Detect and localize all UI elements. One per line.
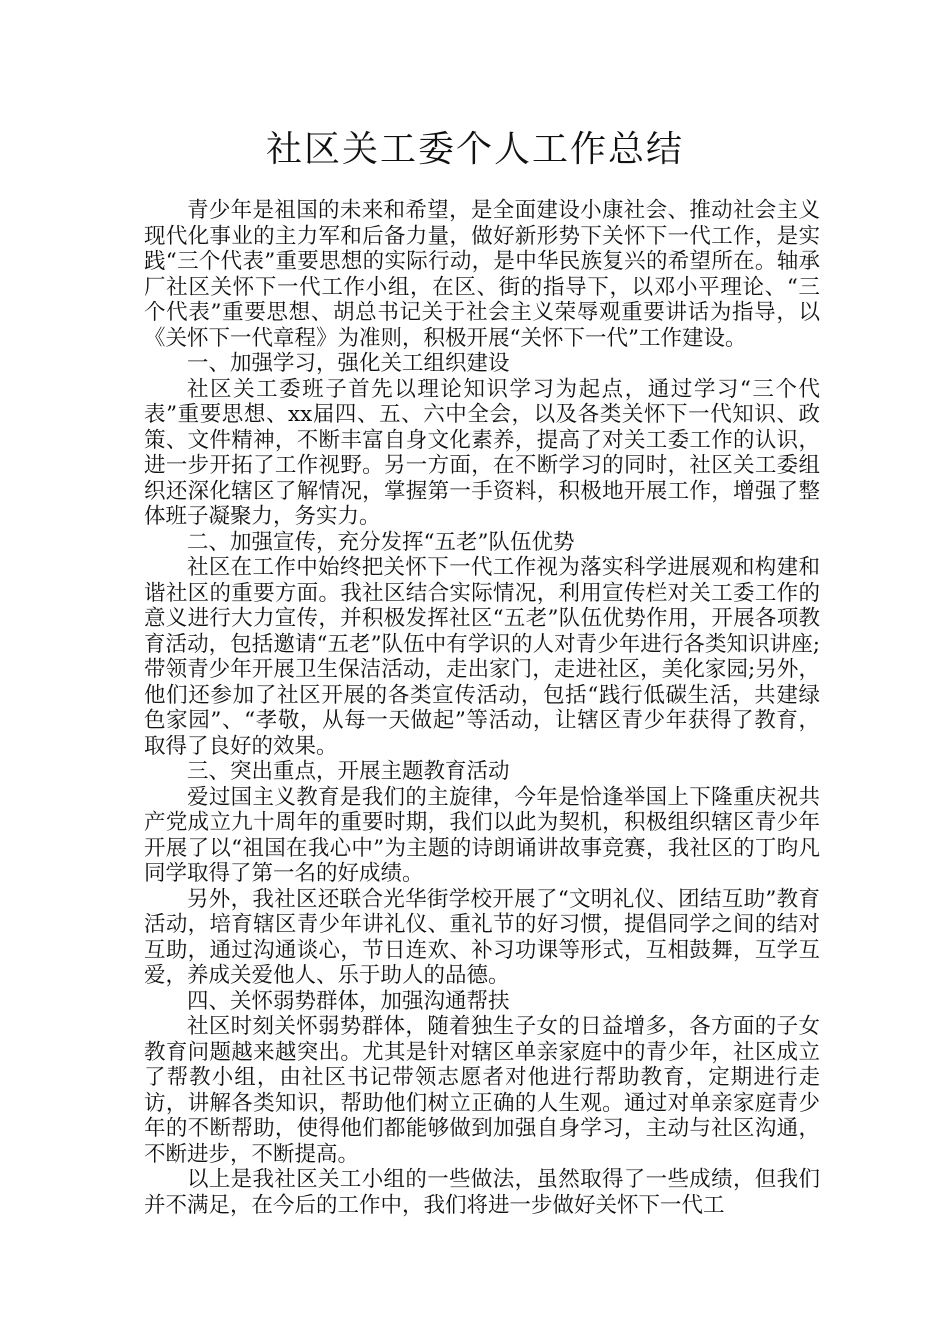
document-title: 社区关工委个人工作总结 xyxy=(265,129,684,170)
paragraph-study: 社区关工委班子首先以理论知识学习为起点，通过学习“三个代表”重要思想、xx届四、五、六中全会，以及各类关怀下一代知识、政策、文件精神，不断丰富自身文化素养，提高了对关工委工作的认识，进一步开拓了工作视野。另一方面，在不断学习的同时，社区关工委组织还深化辖区了解情况，掌握第一手资料，积极地开展工作，增强了整体班子凝聚力，务实力。 xyxy=(144,376,820,529)
section-heading-2: 二、加强宣传，充分发挥“五老”队伍优势 xyxy=(187,529,575,555)
section-heading-1: 一、加强学习，强化关工组织建设 xyxy=(187,351,510,376)
section-heading-4: 四、关怀弱势群体，加强沟通帮扶 xyxy=(187,988,510,1014)
paragraph-publicity: 社区在工作中始终把关怀下一代工作视为落实科学进展观和构建和谐社区的重要方面。我社区结合实际情况，利用宣传栏对关工委工作的意义进行大力宣传，并积极发挥社区“五老”队伍优势作用，开展各项教育活动，包括邀请“五老”队伍中有学识的人对青少年进行各类知识讲座;带领青少年开展卫生保洁活动，走出家门，走进社区，美化家园;另外，他们还参加了社区开展的各类宣传活动，包括“践行低碳生活，共建绿色家园”、“孝敬，从每一天做起”等活动，让辖区青少年获得了教育，取得了良好的效果。 xyxy=(144,555,820,759)
paragraph-conclusion: 以上是我社区关工小组的一些做法，虽然取得了一些成绩，但我们并不满足，在今后的工作中，我们将进一步做好关怀下一代工 xyxy=(144,1167,820,1218)
paragraph-patriotic-education: 爱过国主义教育是我们的主旋律，今年是恰逢举国上下隆重庆祝共产党成立九十周年的重要时期，我们以此为契机，积极组织辖区青少年开展了以“祖国在我心中”为主题的诗朗诵讲故事竞赛，我社区的丁昀凡同学取得了第一名的好成绩。 xyxy=(144,784,820,886)
paragraph-vulnerable-groups: 社区时刻关怀弱势群体，随着独生子女的日益增多，各方面的子女教育问题越来越突出。尤其是针对辖区单亲家庭中的青少年，社区成立了帮教小组，由社区书记带领志愿者对他进行帮助教育，定期进行走访，讲解各类知识，帮助他们树立正确的人生观。通过对单亲家庭青少年的不断帮助，使得他们都能够做到加强自身学习，主动与社区沟通，不断进步，不断提高。 xyxy=(144,1014,820,1167)
document-body xyxy=(144,198,820,1218)
paragraph-intro: 青少年是祖国的未来和希望，是全面建设小康社会、推动社会主义现代化事业的主力军和后备力量，做好新形势下关怀下一代工作，是实践“三个代表”重要思想的实际行动，是中华民族复兴的希望所在。轴承厂社区关怀下一代工作小组，在区、街的指导下，以邓小平理论、“三个代表”重要思想、胡总书记关于社会主义荣辱观重要讲话为指导，以《关怀下一代章程》为准则，积极开展“关怀下一代”工作建设。 xyxy=(144,198,820,351)
section-heading-3: 三、突出重点，开展主题教育活动 xyxy=(187,759,510,784)
paragraph-etiquette-activity: 另外，我社区还联合光华街学校开展了“文明礼仪、团结互助”教育活动，培育辖区青少年讲礼仪、重礼节的好习惯，提倡同学之间的结对互助，通过沟通谈心，节日连欢、补习功课等形式，互相鼓舞，互学互爱，养成关爱他人、乐于助人的品德。 xyxy=(144,886,820,988)
